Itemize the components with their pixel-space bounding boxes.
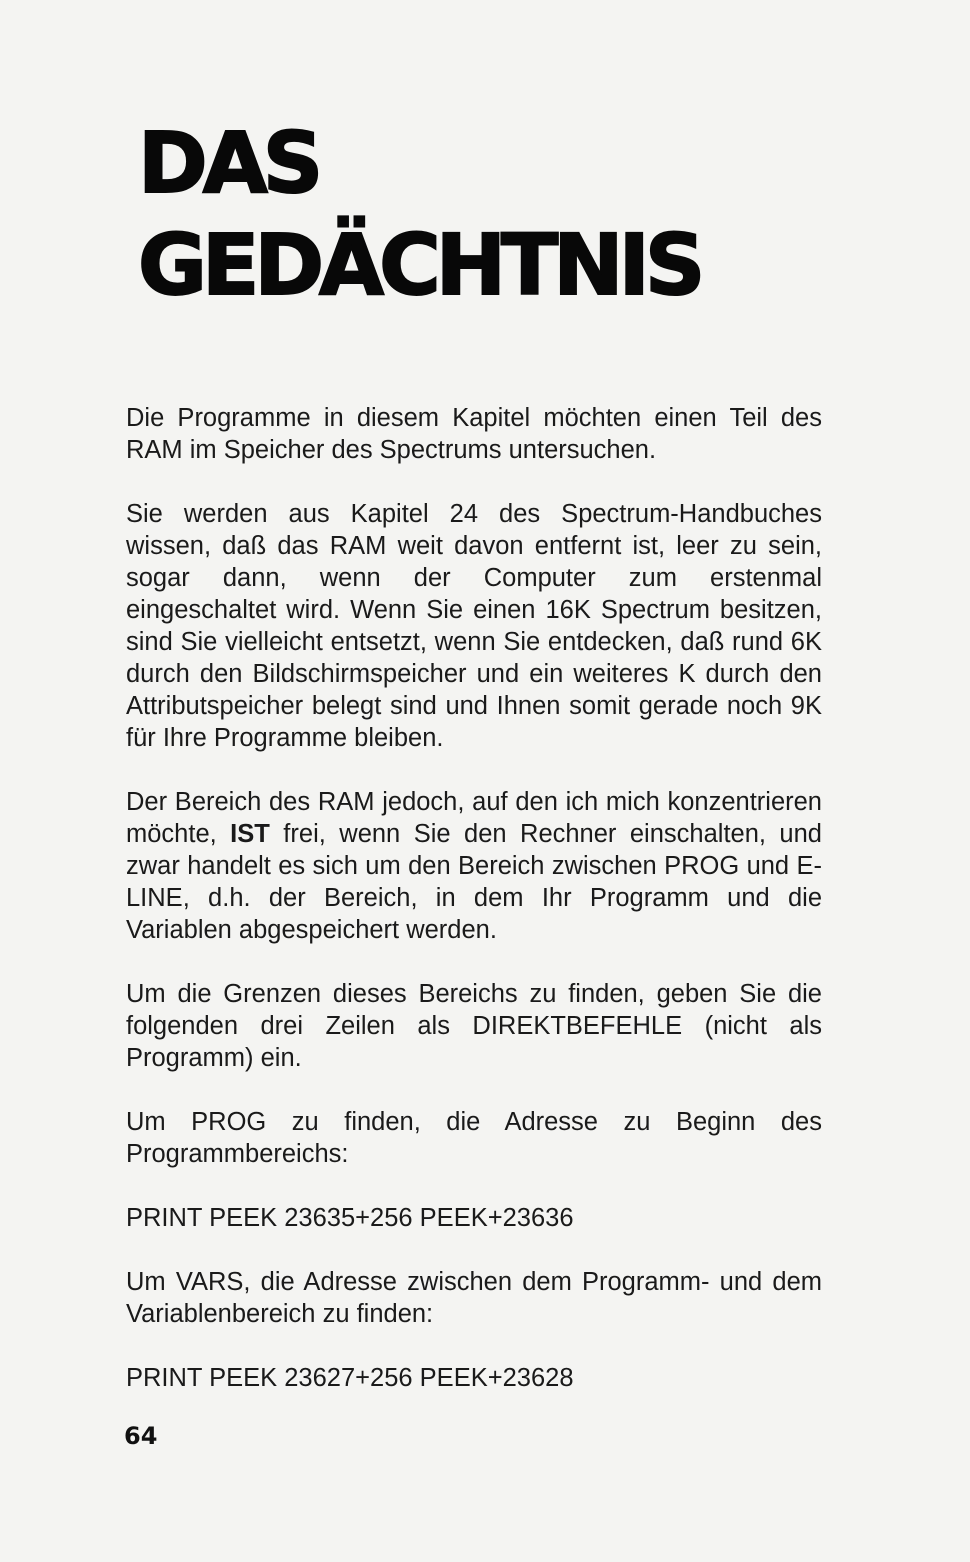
chapter-title-line-2: GEDÄCHTNIS <box>138 216 701 314</box>
chapter-title <box>138 112 700 316</box>
chapter-body <box>126 402 822 1426</box>
chapter-title-line-1: DAS <box>138 114 319 212</box>
paragraph-find-vars: Um VARS, die Adresse zwischen dem Programm- und dem Variablenbereich zu finden: <box>126 1268 822 1328</box>
emphasis-ist: IST <box>230 820 270 848</box>
code-line-vars: PRINT PEEK 23627+256 PEEK+23628 <box>126 1364 574 1392</box>
paragraph-find-prog: Um PROG zu finden, die Adresse zu Beginn des Programmbereichs: <box>126 1108 822 1168</box>
paragraph-ram-usage: Sie werden aus Kapitel 24 des Spectrum-Handbuches wissen, daß das RAM weit davon entfernt ist, leer zu sein, sogar dann, wenn der Computer zum erstenmal eingeschaltet wird. Wenn Sie einen 16K Spectrum besitzen, sind Sie vielleicht entsetzt, wenn Sie entdecken, daß rund 6K durch den Bildschirmspeicher und ein weiteres K durch den Attributspeicher belegt sind und Ihnen somit gerade noch 9K für Ihre Programme bleiben. <box>126 500 822 752</box>
page-number: 64 <box>124 1422 158 1450</box>
paragraph-direct-commands: Um die Grenzen dieses Bereichs zu finden, geben Sie die folgenden drei Zeilen als DIREKTBEFEHLE (nicht als Programm) ein. <box>126 980 822 1072</box>
paragraph-prog-eline-end: frei, wenn Sie den Rechner einschalten, und zwar handelt es sich um den Bereich zwischen PROG und E-LINE, d.h. der Bereich, in dem Ihr Programm und die Variablen abgespeichert werden. <box>126 820 822 944</box>
paragraph-intro: Die Programme in diesem Kapitel möchten einen Teil des RAM im Speicher des Spectrums untersuchen. <box>126 404 822 464</box>
code-line-prog: PRINT PEEK 23635+256 PEEK+23636 <box>126 1204 574 1232</box>
paragraph-prog-eline <box>126 786 822 946</box>
paragraph-prog-eline-start: Der Bereich des RAM jedoch, auf den ich mich konzentrieren möchte, <box>126 788 822 848</box>
